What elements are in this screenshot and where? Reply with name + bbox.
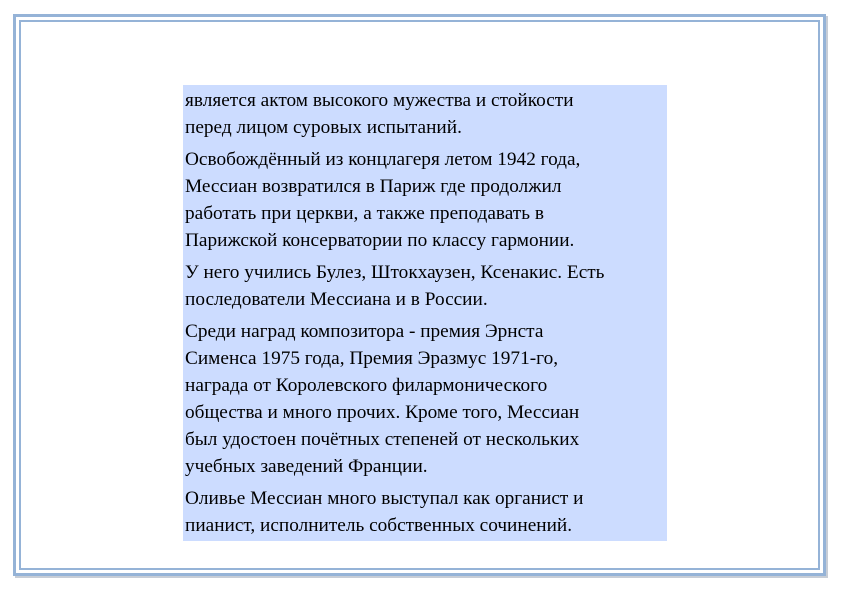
text-line: Мессиан возвратился в Париж где продолжил bbox=[185, 176, 562, 197]
text-line: Среди наград композитора - премия Эрнста bbox=[185, 321, 544, 342]
text-line: пианист, исполнитель собственных сочинений. bbox=[185, 515, 573, 536]
text-line: учебных заведений Франции. bbox=[185, 456, 428, 477]
text-box bbox=[183, 85, 667, 541]
text-line: общества и много прочих. Кроме того, Мессиан bbox=[185, 402, 580, 423]
paragraph-5 bbox=[185, 485, 665, 539]
text-line: является актом высокого мужества и стойкости bbox=[185, 90, 574, 111]
paragraph-2 bbox=[185, 146, 665, 254]
paragraph-3 bbox=[185, 259, 665, 313]
text-line: награда от Королевского филармонического bbox=[185, 375, 548, 396]
paragraph-1 bbox=[185, 87, 665, 141]
text-line: Парижской консерватории по классу гармонии. bbox=[185, 230, 575, 251]
text-line: перед лицом суровых испытаний. bbox=[185, 117, 462, 138]
text-line: работать при церкви, а также преподавать в bbox=[185, 203, 544, 224]
paragraph-4 bbox=[185, 318, 665, 480]
text-line: последователи Мессиана и в России. bbox=[185, 289, 488, 310]
text-line: был удостоен почётных степеней от нескольких bbox=[185, 429, 580, 450]
text-line: Оливье Мессиан много выступал как органист и bbox=[185, 488, 584, 509]
text-line: Сименса 1975 года, Премия Эразмус 1971-го, bbox=[185, 348, 559, 369]
text-line: У него учились Булез, Штокхаузен, Ксенакис. Есть bbox=[185, 262, 605, 283]
text-line: Освобождённый из концлагеря летом 1942 года, bbox=[185, 149, 581, 170]
